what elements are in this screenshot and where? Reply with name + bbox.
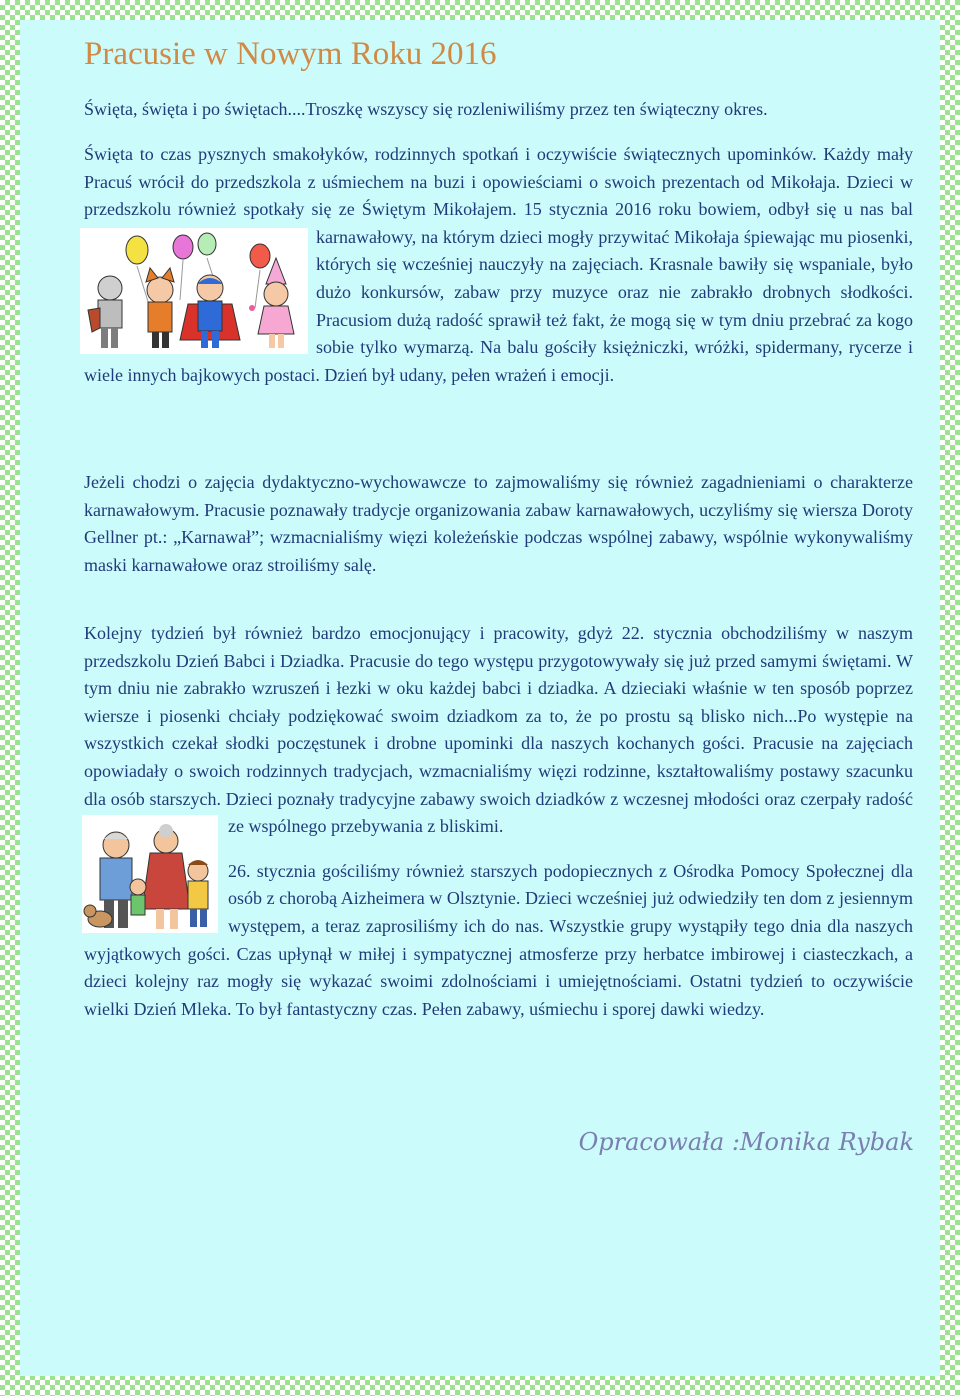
carnival-paragraph-text-before: Święta to czas pysznych smakołyków, rodzinnych spotkań i oczywiście świątecznych upominków. Każdy mały Pracuś wrócił do przedszkola z uśmiechem na buzi i opowieściami o swoich prezentach od Mikołaja. Dzieci w przedszkolu również spotkały się ze Świętym Mikołajem. 15 stycznia 2016 roku bowiem, odbył się u nas bal karnawałowy, na którym dzieci xyxy=(84,144,913,247)
grandparents-day-text: Kolejny tydzień był również bardzo emocjonujący i pracowity, gdyż 22. stycznia obchodziliśmy w naszym przedszkolu Dzień Babci i Dziadka. Pracusie do tego występu przygotowywały się już przed samymi świętami. W tym dniu nie zabrakło wzruszeń i łezki w oku każdej babci i dziadka. A dzieciaki właśnie w ten sposób poprzez wiersze i piosenki chciały podziękować swoim dziadkom za to, że po prostu są blisko nich...Po występie na wszystkich czekał słodki poczęstunek i drobne upominki dla naszych kochanych gości. Pracusie na zajęciach opowiadały o swoich rodzinnych tradycjach, wzmacnialiśmy więzi rodzinne, kształtowaliśmy postawy szacunku dla osób starszych. Dzieci poznały tradycyjne zabawy swoich dziadków z wczesnej młodości oraz xyxy=(84,623,913,809)
karnawal-activities-paragraph: Jeżeli chodzi o zajęcia dydaktyczno-wychowawcze to zajmowaliśmy się również zagadnieniami o charakterze karnawałowym. Pracusie poznawały tradycje organizowania zabaw karnawałowych, uczyliśmy się wiersza Doroty Gellner pt.: „Karnawał”; wzmacnialiśmy więzi koleżeńskie podczas wspólnej zabawy, wspólnie wykonywaliśmy maski karnawałowe oraz stroiliśmy salę. xyxy=(84,472,913,575)
carnival-paragraph xyxy=(84,141,913,389)
carnival-kids-illustration xyxy=(80,228,308,354)
page-content xyxy=(20,20,940,1376)
grandparents-family-illustration xyxy=(82,815,218,933)
alzheimer-visit-paragraph: 26. stycznia gościliśmy również starszych podopiecznych z Ośrodka Pomocy Społecznej dla osób z chorobą Aizheimera w Olsztynie. Dzieci wcześniej już odwiedziły ten dom z jesiennym występem, a teraz zaprosiliśmy ich do nas. Wszystkie grupy wystąpiły tego dnia dla naszych wyjątkowych gości. Czas upłynął w miłej i sympatycznej atmosferze przy herbatce imbirowej i ciasteczkach, a dzieci kolejny raz mogły się wykazać swoimi zdolnościami i umiejętnościami. Ostatni tydzień to oczywiście wielki Dzień Mleka. To był fantastyczny czas. Pełen zabawy, uśmiechu i sporej dawki wiedzy. xyxy=(84,860,913,1019)
author-signature: Opracowała :Monika Rybak xyxy=(578,1128,914,1156)
carnival-paragraph-text-after: mogły przywitać Mikołaja śpiewając mu piosenki, których się wcześniej nauczyły na zajęciach. Krasnale bawiły się wspaniale, było dużo konkursów, zabaw przy muzyce oraz nie zabrakło drobnych słodkości. Pracusiom dużą radość sprawił też fakt, że mogą się w tym dniu przebrać za kogo sobie tylko wymarzą. Na balu gościły księżniczki, wróżki, spidermany, rycerze i wiele innych bajkowych postaci. Dzień był udany, pełen wrażeń i emocji. xyxy=(84,226,914,385)
grandparents-day-line-beside-image: czerpały radość ze wspólnego przebywania z bliskimi. xyxy=(228,788,913,837)
intro-paragraph: Święta, święta i po świętach....Troszkę wszyscy się rozleniwiliśmy przez ten świąteczny okres. xyxy=(84,99,768,119)
page-title: Pracusie w Nowym Roku 2016 xyxy=(84,36,497,72)
grandparents-day-paragraph xyxy=(84,620,913,1023)
